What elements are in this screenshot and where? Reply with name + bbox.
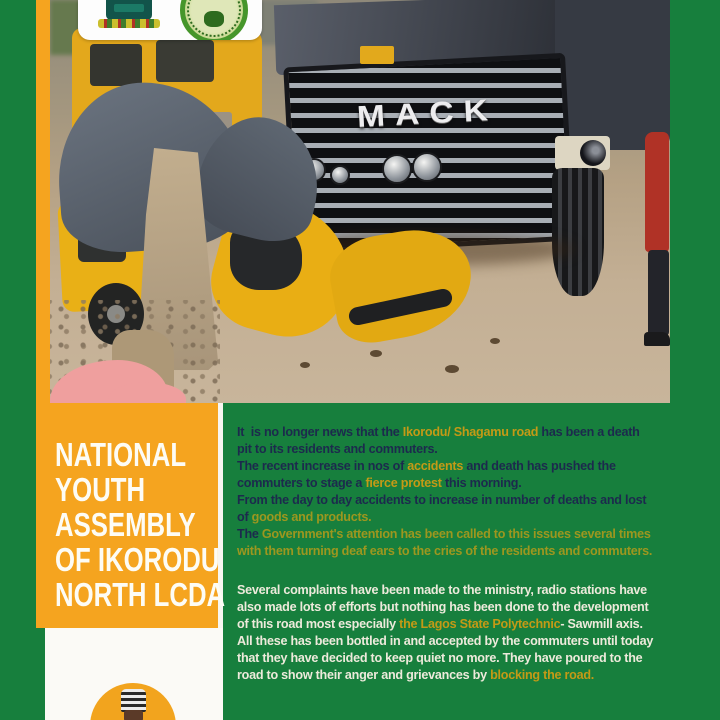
bystander-shoe (644, 332, 670, 346)
title-line: YOUTH (55, 471, 146, 508)
text-segment: this morning. (441, 476, 522, 490)
bystander-legs (648, 250, 669, 336)
mack-logo-text: MACK (356, 93, 499, 134)
text-segment: commuters to stage a (237, 476, 366, 490)
debris (370, 350, 382, 357)
text-segment: has been a death (538, 425, 640, 439)
text-segment: and death has pushed the (463, 459, 616, 473)
text-line (237, 458, 653, 475)
text-line (237, 650, 653, 667)
text-segment: goods and products. (251, 510, 372, 524)
text-line (237, 492, 653, 509)
striped-cap-icon (121, 689, 146, 712)
title-line: NORTH LCDA (55, 576, 226, 613)
title-line: ASSEMBLY (55, 506, 196, 543)
text-line (237, 582, 653, 599)
debris (300, 362, 310, 368)
text-segment: The (237, 527, 262, 541)
text-line (237, 599, 653, 616)
text-line (237, 633, 653, 650)
mack-truck-cab (555, 0, 670, 150)
text-line (237, 475, 653, 492)
text-line (237, 441, 653, 458)
accident-photo (50, 0, 670, 403)
sidebar-title (55, 437, 225, 612)
article-text (237, 424, 653, 684)
text-segment: also made lots of efforts but nothing has been done to the development (237, 600, 649, 614)
debris (445, 365, 459, 373)
text-segment: All these has been bottled in and accepted by the commuters until today (237, 634, 654, 648)
ikorodu-north-lcda-crest-icon (98, 0, 160, 36)
paragraph-1 (237, 424, 653, 560)
text-segment: accidents (407, 459, 464, 473)
truck-plate (360, 46, 394, 64)
article-panel (223, 403, 690, 720)
title-line: OF IKORODU (55, 541, 220, 578)
logo-box (78, 0, 262, 40)
text-segment: - Sawmill axis. (560, 617, 643, 631)
crest-emblem (106, 0, 152, 20)
crest-detail (114, 4, 144, 12)
fog-light (382, 154, 412, 184)
text-line (237, 526, 653, 543)
title-line: NATIONAL (55, 436, 187, 473)
text-segment: The recent increase in nos of (237, 459, 408, 473)
text-segment: pit to its residents and commuters. (237, 442, 438, 456)
text-line (237, 424, 653, 441)
crest-fringe (98, 19, 160, 28)
text-segment: It is no longer news that the (237, 425, 403, 439)
text-segment: fierce protest (365, 476, 442, 490)
text-line (237, 667, 653, 684)
crest-core (204, 11, 224, 27)
text-line (237, 543, 653, 560)
fog-light (412, 152, 442, 182)
headlight-panel (555, 136, 610, 170)
text-segment: of (237, 510, 252, 524)
text-segment: the Lagos State Polytechnic (399, 617, 561, 631)
national-youth-assembly-crest-icon (180, 0, 248, 40)
text-segment: of this road most especially (237, 617, 400, 631)
text-segment: with them turning deaf ears to the cries of the residents and commuters. (237, 544, 653, 558)
fog-light (330, 165, 350, 185)
text-segment: From the day to day accidents to increase in number of deaths and lost (237, 493, 647, 507)
headlight-bulb (580, 140, 606, 166)
text-segment: Government's attention has been called to this issues several times (261, 527, 651, 541)
text-segment: Several complaints have been made to the ministry, radio stations have (237, 583, 647, 597)
bystander-red-shirt (645, 132, 669, 252)
paragraph-2 (237, 582, 653, 684)
truck-window (156, 40, 214, 82)
text-segment: that they have decided to keep quiet no more. They have poured to the (237, 651, 643, 665)
debris (490, 338, 500, 344)
text-line (237, 509, 653, 526)
avatar-face (124, 710, 143, 720)
text-segment: blocking the road. (490, 668, 595, 682)
text-segment: road to show their anger and grievances by (237, 668, 491, 682)
truck-front-wheel (552, 168, 604, 296)
text-line (237, 616, 653, 633)
truck-window (90, 44, 142, 86)
text-segment: Ikorodu/ Shagamu road (402, 425, 539, 439)
